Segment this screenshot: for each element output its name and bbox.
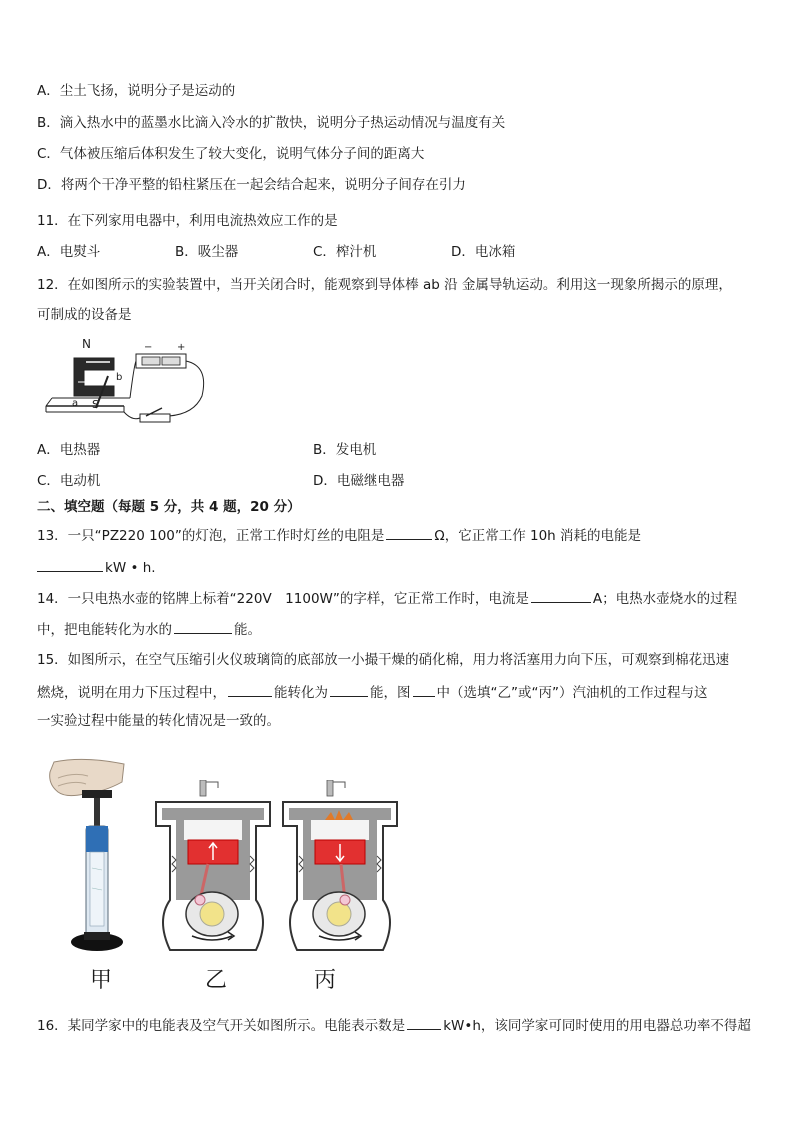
q13-line1 (37, 525, 641, 545)
q13-text-3: kW • h. (105, 560, 156, 576)
q15-fire-syringe-figure (44, 758, 134, 954)
q13-blank-energy[interactable] (37, 557, 103, 572)
q11-option-a: A．电熨斗 (37, 244, 101, 260)
q15-blank-figure[interactable] (413, 682, 435, 697)
q12-option-c: C．电动机 (37, 473, 101, 489)
q15-engine-bing-figure (279, 780, 401, 960)
label-yi: 乙 (205, 968, 228, 993)
q15-blank-energy-from[interactable] (228, 682, 272, 697)
q11-option-c: C．榨汁机 (313, 244, 377, 260)
q10-option-c: C．气体被压缩后体积发生了较大变化，说明气体分子间的距离大 (37, 146, 425, 162)
q11-option-b: B．吸尘器 (175, 244, 239, 260)
magnet-n-label: N (82, 337, 91, 351)
q14-text-1: 14．一只电热水壶的铭牌上标着“220V 1100W”的字样，它正常工作时，电流是 (37, 591, 529, 607)
q12-circuit-figure (44, 336, 209, 428)
q14-text-3: 中，把电能转化为水的 (37, 622, 172, 638)
q15-text-c: 能，图 (370, 685, 411, 701)
q11-stem: 11．在下列家用电器中，利用电流热效应工作的是 (37, 213, 338, 229)
q13-text-1: 13．一只“PZ220 100”的灯泡，正常工作时灯丝的电阻是 (37, 528, 385, 544)
q14-text-4: 能。 (234, 622, 261, 638)
q12-option-a: A．电热器 (37, 442, 101, 458)
q16-text-2: kW•h，该同学家可同时使用的用电器总功率不得超 (443, 1018, 751, 1034)
q14-line1 (37, 588, 737, 608)
label-jia: 甲 (90, 968, 113, 993)
q15-line3: 一实验过程中能量的转化情况是一致的。 (37, 713, 280, 729)
q10-option-d: D．将两个干净平整的铅柱紧压在一起会结合起来，说明分子间存在引力 (37, 177, 466, 193)
q13-text-2: Ω，它正常工作 10h 消耗的电能是 (434, 528, 642, 544)
q12-option-d: D．电磁继电器 (313, 473, 405, 489)
q16-text-1: 16．某同学家中的电能表及空气开关如图所示。电能表示数是 (37, 1018, 406, 1034)
q14-line2 (37, 619, 261, 639)
section-2-title: 二、填空题（每题 5 分，共 4 题，20 分） (37, 499, 301, 515)
q12-option-b: B．发电机 (313, 442, 377, 458)
rod-a-label: a (72, 398, 79, 409)
label-bing: 丙 (314, 968, 337, 993)
q13-line2 (37, 557, 156, 577)
q11-option-d: D．电冰箱 (451, 244, 516, 260)
q15-blank-energy-to[interactable] (330, 682, 368, 697)
battery-minus-label: − (144, 342, 153, 353)
q14-blank-energy-type[interactable] (174, 619, 232, 634)
magnet-s-label: S (92, 398, 99, 411)
q13-blank-resistance[interactable] (386, 525, 432, 540)
q14-blank-current[interactable] (531, 588, 591, 603)
q10-option-a: A．尘土飞扬，说明分子是运动的 (37, 83, 236, 99)
q15-line1: 15．如图所示，在空气压缩引火仪玻璃筒的底部放一小撮干燥的硝化棉，用力将活塞用力向下压，可观察到棉花迅速 (37, 652, 730, 668)
q15-text-d: 中（选填“乙”或“丙”）汽油机的工作过程与这 (436, 685, 708, 701)
q15-text-b: 能转化为 (274, 685, 328, 701)
q16-blank-reading[interactable] (407, 1015, 441, 1030)
q12-stem-line2: 可制成的设备是 (37, 307, 132, 323)
q12-stem-line1: 12．在如图所示的实验装置中，当开关闭合时，能观察到导体棒 ab 沿 金属导轨运动。利用这一现象所揭示的原理， (37, 277, 732, 293)
q15-engine-yi-figure (152, 780, 274, 960)
rod-b-label: b (116, 372, 123, 383)
battery-plus-label: + (177, 342, 186, 353)
q15-line2 (37, 682, 707, 702)
q10-option-b: B．滴入热水中的蓝墨水比滴入冷水的扩散快，说明分子热运动情况与温度有关 (37, 115, 506, 131)
q16-line1 (37, 1015, 751, 1035)
q15-text-a: 燃烧，说明在用力下压过程中， (37, 685, 226, 701)
q14-text-2: A；电热水壶烧水的过程 (592, 591, 738, 607)
